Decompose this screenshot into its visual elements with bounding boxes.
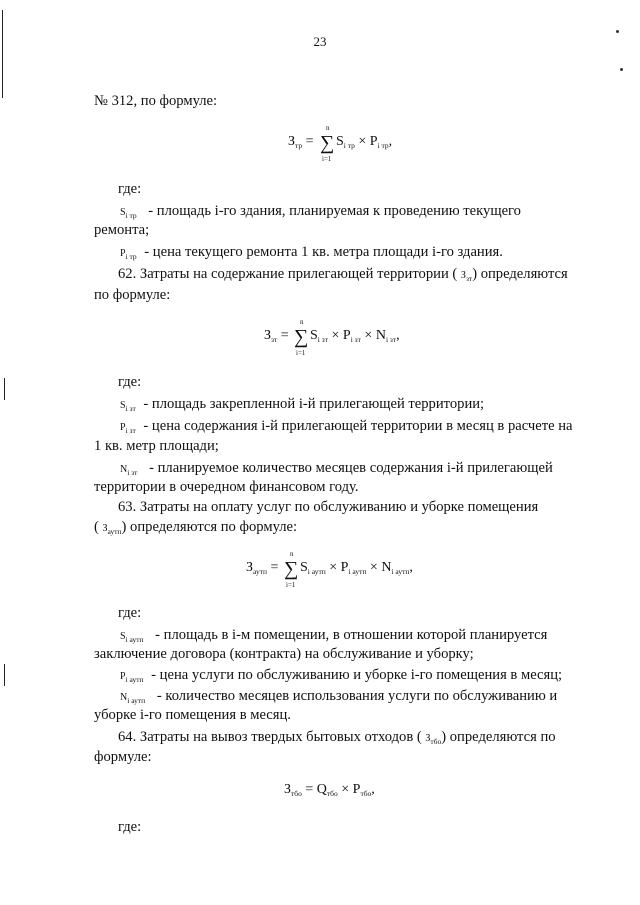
formula4-eq: = [305, 782, 314, 797]
formula1-sum-lower: i=1 [322, 155, 332, 163]
formula-territory [0, 318, 640, 360]
left-margin-mark-top [2, 10, 3, 98]
formula2-s: S [310, 328, 318, 343]
paragraph-62-text-b: ) определяются [472, 266, 568, 282]
paragraph-64-text-a: 64. Затраты на вывоз твердых бытовых отходов ( [118, 729, 422, 745]
formula3-s: S [300, 560, 308, 575]
formula1-sum: ∑ [320, 132, 335, 154]
formula3-p: P [340, 560, 349, 575]
formula2-times-1: × [331, 328, 340, 343]
formula3-sum: ∑ [284, 558, 299, 580]
formula2-z: З [264, 328, 272, 343]
text-line-room-month: уборке i-го помещения в месяц. [94, 707, 291, 723]
paragraph-63-cont [94, 518, 297, 541]
var-n-iaytp: $N_{i аутп}$ [120, 692, 146, 705]
formula1-p: P [369, 134, 378, 149]
text-line-1: № 312, по формуле: [94, 93, 218, 109]
formula2-sum-upper: n [300, 318, 304, 326]
paragraph-63-open-paren: ( [94, 519, 99, 535]
formula1-p-sub: i тр [377, 141, 389, 150]
var-s-izt-text: - площадь закрепленной i-й прилегающей территории; [143, 396, 485, 412]
scan-dot-top [616, 30, 619, 33]
paragraph-64-var: $З_{тбо}$ [425, 733, 442, 746]
formula2-eq: = [280, 328, 289, 343]
text-line-where-1: где: [118, 181, 142, 197]
formula2-comma: , [396, 328, 400, 343]
text-line-formula-64: формуле: [94, 749, 152, 765]
formula2-p: P [342, 328, 351, 343]
paragraph-64-text-b: ) определяются по [441, 729, 556, 745]
paragraph-62 [118, 265, 568, 288]
var-s-iaytp-text: - площадь в i-м помещении, в отношении которой планируется [155, 627, 548, 643]
formula-waste [0, 772, 640, 814]
formula2-times-2: × [364, 328, 373, 343]
text-line-fin-year: территории в очередном финансовом году. [94, 479, 359, 495]
formula4-z: З [284, 782, 292, 797]
formula3-p-sub: i аутп [348, 567, 367, 576]
var-p-itr-text: - цена текущего ремонта 1 кв. метра площади i-го здания. [144, 244, 503, 260]
formula3-z: З [246, 560, 254, 575]
scan-dot-bottom [620, 68, 623, 71]
text-line-contract: заключение договора (контракта) на обслуживание и уборку; [94, 646, 474, 662]
formula4-times: × [341, 782, 350, 797]
paragraph-63-var: $З_{аутп}$ [102, 523, 122, 536]
var-p-izt: $P_{i зт}$ [120, 422, 136, 435]
paragraph-63: 63. Затраты на оплату услуг по обслуживанию и уборке помещения [118, 499, 539, 515]
var-p-iaytp-def [120, 666, 562, 689]
var-p-izt-text: - цена содержания i-й прилегающей территории в месяц в расчете на [143, 418, 573, 434]
formula1-eq: = [305, 134, 314, 149]
formula2-sum-lower: i=1 [296, 349, 306, 357]
formula1-times: × [358, 134, 367, 149]
var-s-itr: $S_{i тр}$ [120, 207, 137, 220]
var-n-izt-text: - планируемое количество месяцев содержания i-й прилегающей [149, 460, 553, 476]
formula2-s-sub: i зт [317, 335, 328, 344]
formula1-comma: , [388, 134, 393, 149]
var-p-itr: $P_{i тр}$ [120, 248, 137, 261]
formula3-sum-upper: n [290, 550, 294, 558]
page-number: 23 [313, 34, 327, 49]
formula4-z-sub: тбо [291, 789, 302, 798]
formula4-p-sub: тбо [360, 789, 372, 798]
formula3-sum-lower: i=1 [286, 581, 296, 589]
formula2-p-sub: i зт [350, 335, 361, 344]
var-s-izt-def [120, 395, 484, 418]
left-margin-mark-middle [4, 378, 5, 400]
left-margin-mark-bottom [4, 664, 5, 686]
var-p-itr-def [120, 243, 503, 266]
formula1-sum-upper: n [326, 124, 330, 132]
paragraph-62-text-a: 62. Затраты на содержание прилегающей территории ( [118, 266, 458, 282]
formula3-n-sub: i аутп [391, 567, 410, 576]
formula2-n: N [375, 328, 386, 343]
text-line-where-3: где: [118, 605, 142, 621]
var-p-iaytp: $P_{i аутп}$ [120, 671, 144, 684]
var-s-itr-text: - площадь i-го здания, планируемая к проведению текущего [148, 203, 521, 219]
var-n-izt: $N_{i зт}$ [120, 464, 138, 477]
var-s-itr-def [120, 202, 588, 225]
formula4-q-sub: тбо [326, 789, 338, 798]
formula4-p: P [352, 782, 361, 797]
text-line-repair: ремонта; [94, 222, 150, 238]
text-line-per-sqm: 1 кв. метр площади; [94, 438, 219, 454]
formula3-eq: = [270, 560, 279, 575]
var-n-iaytp-text: - количество месяцев использования услуги по обслуживанию и [156, 688, 558, 704]
formula4-comma: , [371, 782, 375, 797]
text-line-where-2: где: [118, 374, 142, 390]
formula1-z: З [288, 134, 296, 149]
formula2-n-sub: i зт [385, 335, 397, 344]
paragraph-64 [118, 728, 556, 751]
paragraph-62-var: $З_{зт}$ [460, 270, 473, 283]
formula3-comma: , [409, 560, 413, 575]
formula4-q: Q [316, 782, 327, 797]
formula3-times-1: × [329, 560, 338, 575]
formula2-sum: ∑ [294, 326, 309, 348]
formula-cleaning [0, 550, 640, 592]
var-s-izt: $S_{i зт}$ [120, 400, 136, 413]
formula1-s: S [336, 134, 344, 149]
text-line-where-4: где: [118, 819, 142, 835]
formula1-z-sub: тр [295, 141, 303, 150]
text-line-by-formula-62: по формуле: [94, 287, 171, 303]
formula2-z-sub: зт [271, 335, 278, 344]
paragraph-63-text: ) определяются по формуле: [121, 519, 298, 535]
var-s-iaytp: $S_{i аутп}$ [120, 631, 144, 644]
formula3-s-sub: i аутп [307, 567, 326, 576]
formula3-times-2: × [369, 560, 378, 575]
formula-current-repair [0, 124, 640, 166]
formula1-s-sub: i тр [343, 141, 355, 150]
var-p-iaytp-text: - цена услуги по обслуживанию и уборке i-го помещения в месяц; [151, 667, 563, 683]
formula3-z-sub: аутп [253, 567, 268, 576]
formula3-n: N [381, 560, 392, 575]
